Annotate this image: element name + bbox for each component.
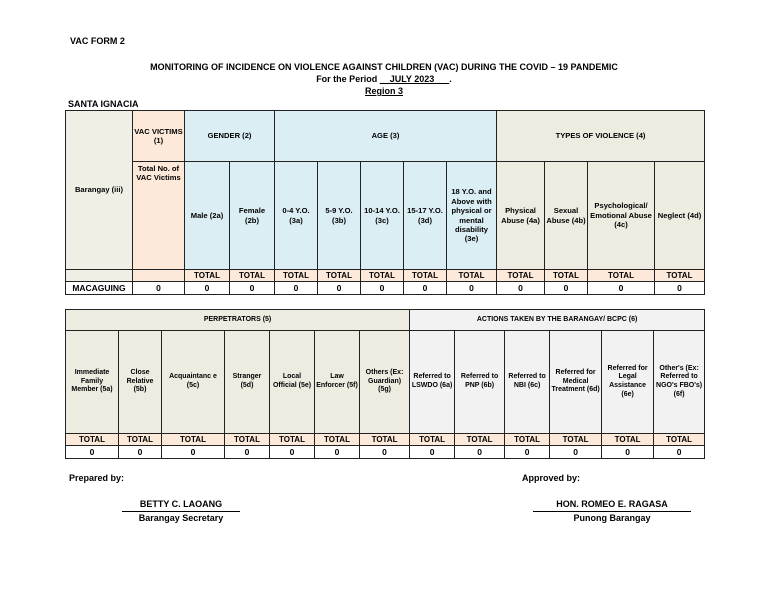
value-cell: 0 <box>654 446 705 459</box>
types-of-violence-header: TYPES OF VIOLENCE (4) <box>497 111 705 162</box>
preparer-name: BETTY C. LAOANG <box>139 499 223 509</box>
col-close-relative: Close Relative (5b) <box>119 331 162 434</box>
approver-title: Punong Barangay <box>573 513 651 523</box>
col-others-ngo: Other's (Ex: Referred to NGO's FBO's) (6f) <box>654 331 705 434</box>
total-label: TOTAL <box>275 270 318 282</box>
total-label: TOTAL <box>447 270 497 282</box>
approver-signature-line <box>533 511 691 512</box>
value-cell: 0 <box>66 446 119 459</box>
value-cell: 0 <box>361 282 404 295</box>
total-label: TOTAL <box>315 434 360 446</box>
period-label: For the Period <box>316 74 378 84</box>
total-label: TOTAL <box>66 434 119 446</box>
total-label: TOTAL <box>225 434 270 446</box>
value-cell: 0 <box>275 282 318 295</box>
col-others-guardian: Others (Ex: Guardian) (5g) <box>360 331 410 434</box>
total-label: TOTAL <box>505 434 550 446</box>
perpetrators-header: PERPETRATORS (5) <box>66 310 410 331</box>
total-label: TOTAL <box>602 434 654 446</box>
col-age-5-9: 5-9 Y.O. (3b) <box>318 162 361 270</box>
gender-header: GENDER (2) <box>185 111 275 162</box>
preparer-signature-line <box>122 511 240 512</box>
col-local-official: Local Official (5e) <box>270 331 315 434</box>
approver-name: HON. ROMEO E. RAGASA <box>556 499 668 509</box>
barangay-name: MACAGUING <box>66 282 133 295</box>
col-male: Male (2a) <box>185 162 230 270</box>
col-age-18-above: 18 Y.O. and Above with physical or mental disability (3e) <box>447 162 497 270</box>
col-neglect: Neglect (4d) <box>655 162 705 270</box>
total-label: TOTAL <box>550 434 602 446</box>
value-cell: 0 <box>497 282 545 295</box>
total-label: TOTAL <box>404 270 447 282</box>
value-cell: 0 <box>270 446 315 459</box>
total-label: TOTAL <box>654 434 705 446</box>
total-label: TOTAL <box>270 434 315 446</box>
period-line: For the Period JULY 2023 . <box>316 74 452 84</box>
form-number: VAC FORM 2 <box>70 36 125 46</box>
vac-victims-header: VAC VICTIMS (1) <box>133 111 185 162</box>
value-cell: 0 <box>404 282 447 295</box>
value-cell: 0 <box>655 282 705 295</box>
col-female: Female (2b) <box>230 162 275 270</box>
value-cell: 0 <box>447 282 497 295</box>
col-referred-pnp: Referred to PNP (6b) <box>455 331 505 434</box>
total-label: TOTAL <box>318 270 361 282</box>
value-cell: 0 <box>185 282 230 295</box>
col-law-enforcer: Law Enforcer (5f) <box>315 331 360 434</box>
value-cell: 0 <box>230 282 275 295</box>
barangay-header: Barangay (iii) <box>66 111 133 270</box>
value-cell: 0 <box>602 446 654 459</box>
col-referred-legal: Referred for Legal Assistance (6e) <box>602 331 654 434</box>
col-referred-nbi: Referred to NBI (6c) <box>505 331 550 434</box>
total-label: TOTAL <box>655 270 705 282</box>
total-label: TOTAL <box>588 270 655 282</box>
value-cell: 0 <box>588 282 655 295</box>
col-referred-lswdo: Referred to LSWDO (6a) <box>410 331 455 434</box>
value-cell: 0 <box>318 282 361 295</box>
total-label: TOTAL <box>162 434 225 446</box>
total-label: TOTAL <box>545 270 588 282</box>
col-acquaintance: Acquaintanc e (5c) <box>162 331 225 434</box>
value-cell: 0 <box>550 446 602 459</box>
value-cell: 0 <box>162 446 225 459</box>
col-stranger: Stranger (5d) <box>225 331 270 434</box>
total-label: TOTAL <box>455 434 505 446</box>
vac-victims-table <box>65 110 705 295</box>
total-cell-blank <box>66 270 133 282</box>
prepared-by-label: Prepared by: <box>69 473 125 483</box>
age-header: AGE (3) <box>275 111 497 162</box>
value-cell: 0 <box>455 446 505 459</box>
col-immediate-family: Immediate Family Member (5a) <box>66 331 119 434</box>
col-referred-medical: Referred for Medical Treatment (6d) <box>550 331 602 434</box>
total-label: TOTAL <box>361 270 404 282</box>
col-age-15-17: 15-17 Y.O. (3d) <box>404 162 447 270</box>
value-cell: 0 <box>410 446 455 459</box>
value-cell: 0 <box>505 446 550 459</box>
value-cell: 0 <box>119 446 162 459</box>
col-physical-abuse: Physical Abuse (4a) <box>497 162 545 270</box>
value-cell: 0 <box>225 446 270 459</box>
perpetrators-actions-table <box>65 309 705 459</box>
total-victims-header: Total No. of VAC Victims <box>133 162 185 270</box>
total-label: TOTAL <box>410 434 455 446</box>
value-cell: 0 <box>315 446 360 459</box>
actions-taken-header: ACTIONS TAKEN BY THE BARANGAY/ BCPC (6) <box>410 310 705 331</box>
col-age-0-4: 0-4 Y.O. (3a) <box>275 162 318 270</box>
value-cell: 0 <box>545 282 588 295</box>
col-age-10-14: 10-14 Y.O. (3c) <box>361 162 404 270</box>
value-cell: 0 <box>133 282 185 295</box>
region-label: Region 3 <box>364 86 403 96</box>
municipality-label: SANTA IGNACIA <box>68 99 139 109</box>
total-label: TOTAL <box>119 434 162 446</box>
total-cell-blank <box>133 270 185 282</box>
total-label: TOTAL <box>230 270 275 282</box>
value-cell: 0 <box>360 446 410 459</box>
total-label: TOTAL <box>185 270 230 282</box>
form-title: MONITORING OF INCIDENCE ON VIOLENCE AGAINST CHILDREN (VAC) DURING THE COVID – 19 PANDEMIC <box>150 62 618 72</box>
total-label: TOTAL <box>360 434 410 446</box>
col-psychological-abuse: Psychological/ Emotional Abuse (4c) <box>588 162 655 270</box>
period-value: JULY 2023 <box>389 74 435 84</box>
approved-by-label: Approved by: <box>522 473 581 483</box>
col-sexual-abuse: Sexual Abuse (4b) <box>545 162 588 270</box>
preparer-title: Barangay Secretary <box>138 513 224 523</box>
total-label: TOTAL <box>497 270 545 282</box>
